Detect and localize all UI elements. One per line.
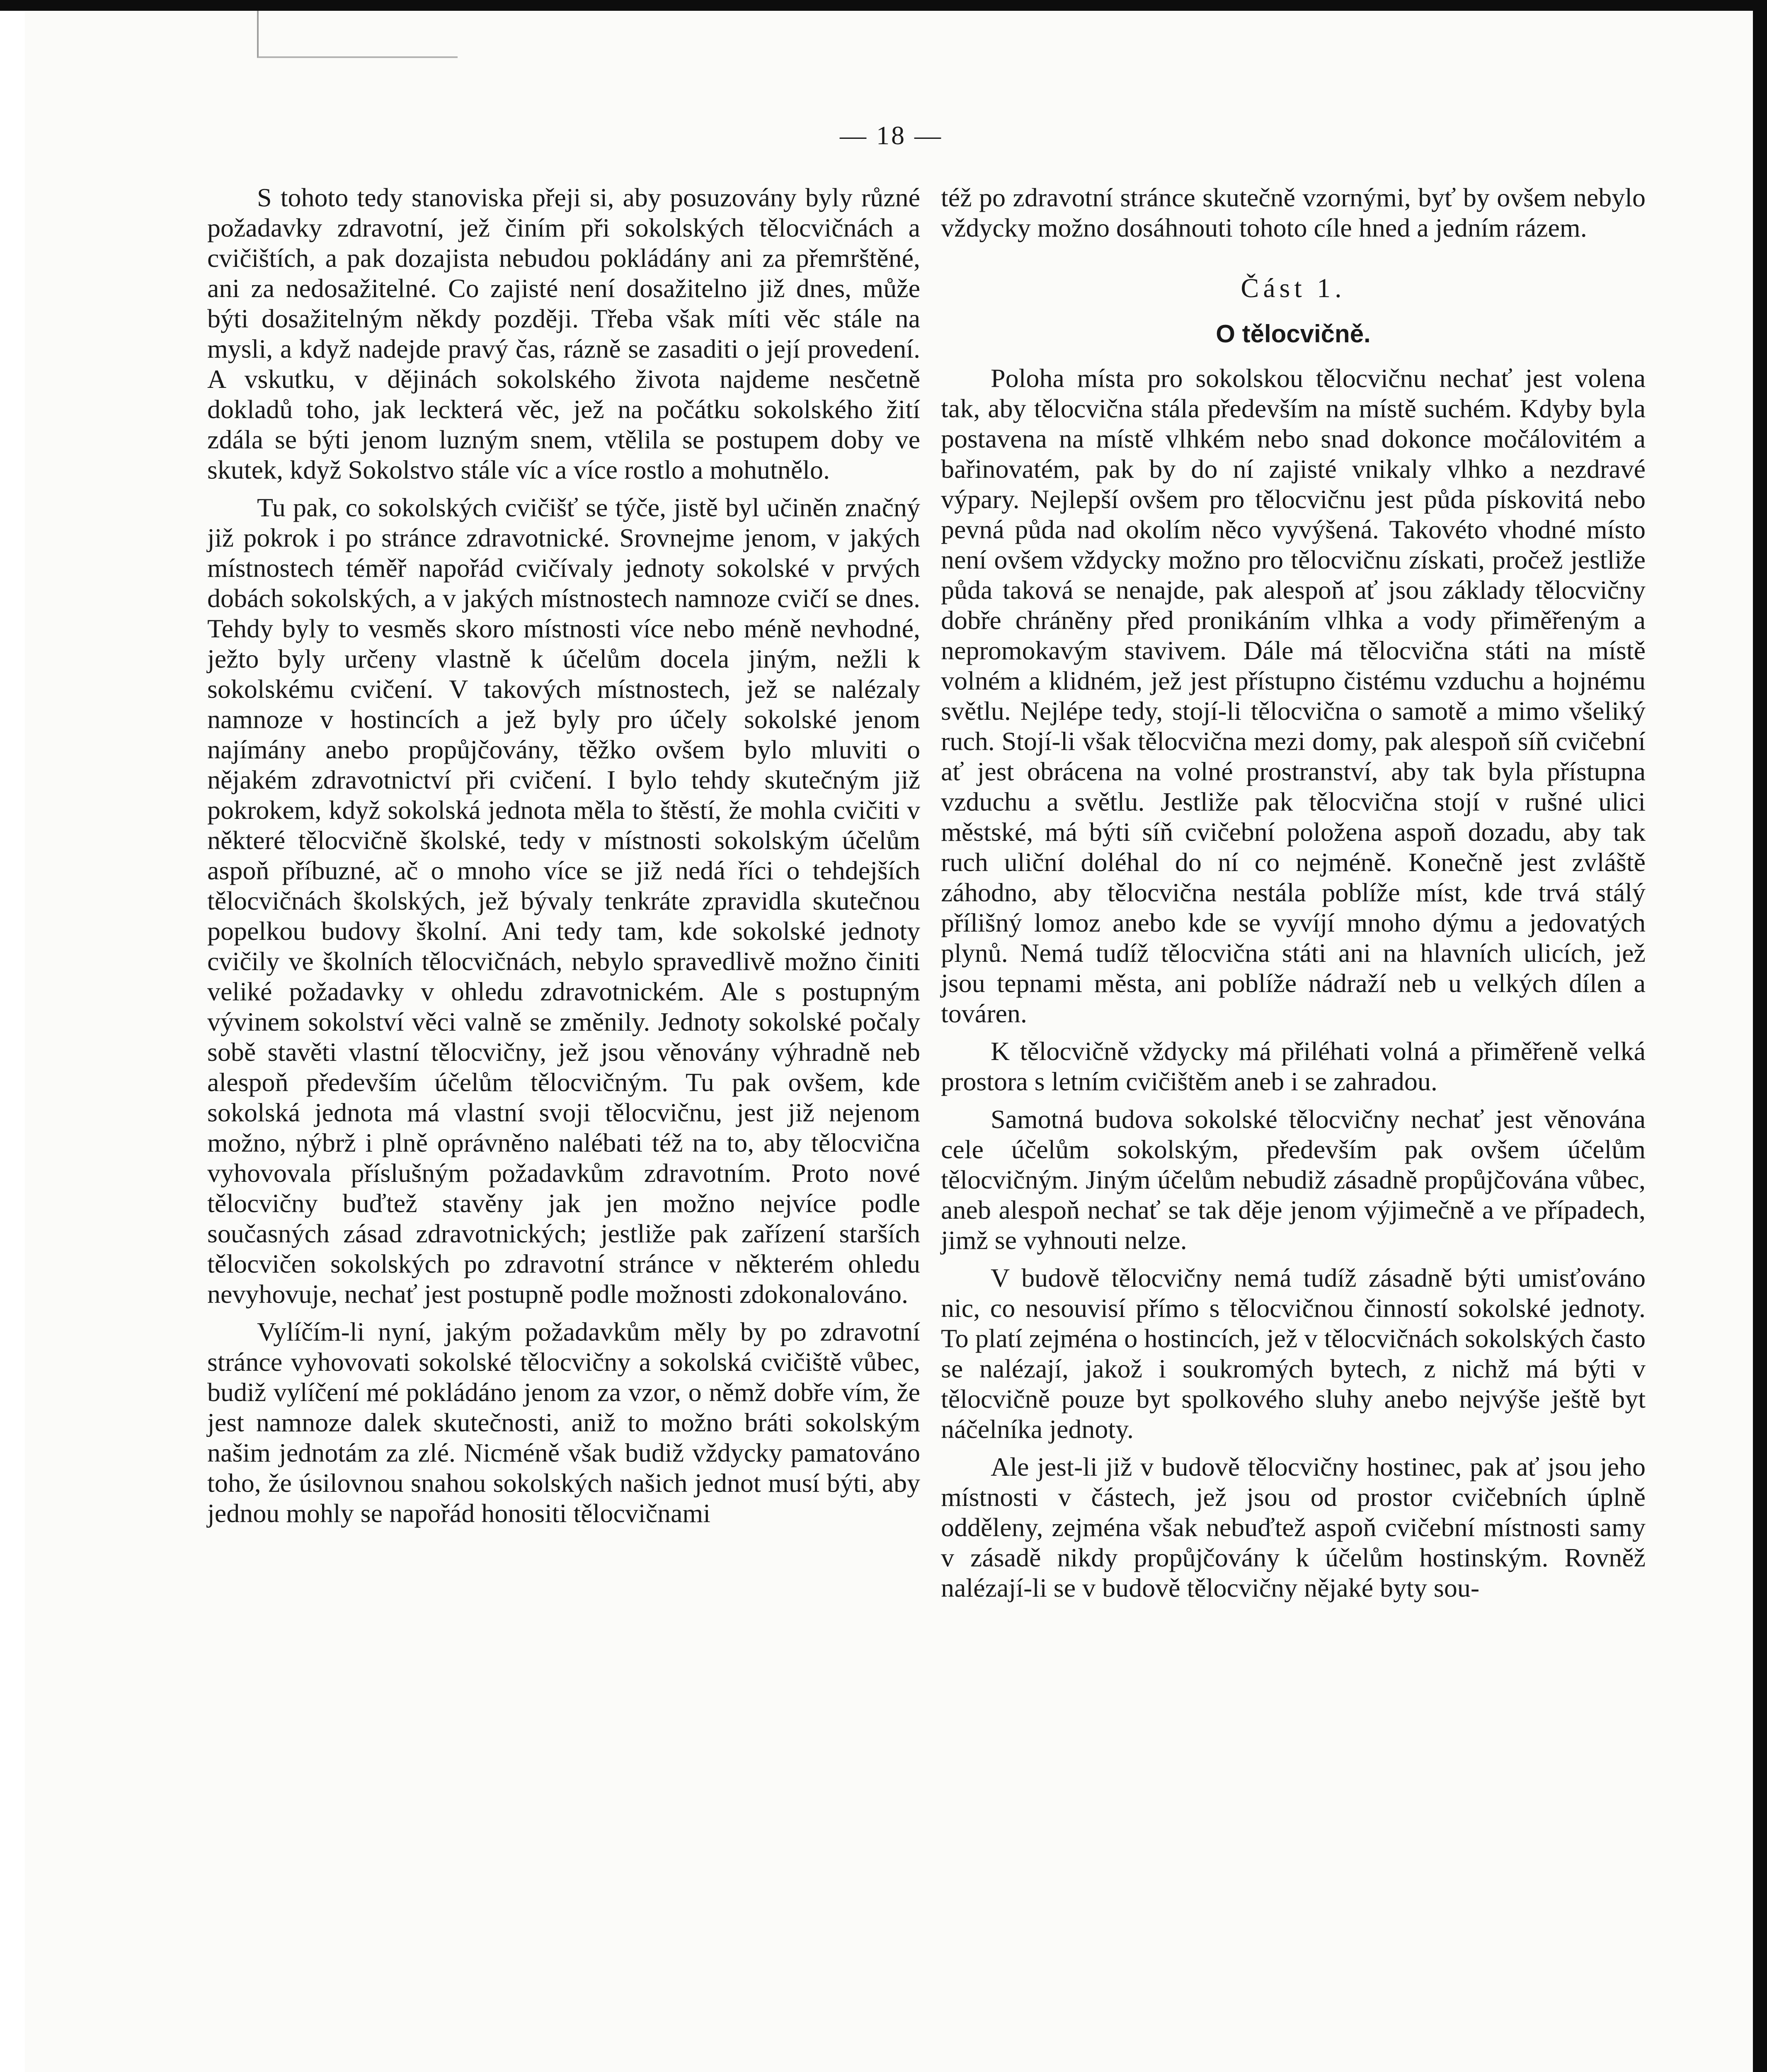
- paragraph: Samotná budova sokolské tělocvičny nechať jest věnována cele účelům sokolským, především pak ovšem účelům tělocvičným. Jiným účelům nebudiž zásadně propůjčována vůbec, aneb alespoň nechať se tak děje jenom výjimečně a ve případech, jimž se vyhnouti nelze.: [941, 1104, 1646, 1255]
- section-title: O tělocvičně.: [1216, 320, 1371, 348]
- paragraph: K tělocvičně vždycky má přiléhati volná a přiměřeně velká prostora s letním cvičištěm aneb i se zahradou.: [941, 1036, 1646, 1096]
- paragraph: V budově tělocvičny nemá tudíž zásadně býti umisťováno nic, co nesouvisí přímo s tělocvičnou činností sokolské jednoty. To platí zejména o hostincích, jež v tělocvičnách sokolských často se nalézají, jakož i soukromých bytech, z nichž má býti v tělocvičně pouze byt spolkového sluhy anebo nejvýše ještě byt náčelníka jednoty.: [941, 1263, 1646, 1444]
- paragraph: Tu pak, co sokolských cvičišť se týče, jistě byl učiněn značný již pokrok i po stránce zdravotnické. Srovnejme jenom, v jakých místnostech téměř napořád cvičívaly jednoty sokolské v prvých dobách sokolských, a v jakých místnostech namnoze cvičí se dnes. Tehdy byly to vesměs skoro místnosti více nebo méně nevhodné, ježto byly určeny vlastně k účelům docela jiným, nežli k sokolskému cvičení. V takových místnostech, jež se nalézaly namnoze v hostincích a jež byly pro účely sokolské jenom najímány anebo propůjčovány, těžko ovšem bylo mluviti o nějakém zdravotnictví při cvičení. I bylo tehdy skutečným již pokrokem, když sokolská jednota měla to štěstí, že mohla cvičiti v některé tělocvičně školské, tedy v místnosti sokolským účelům aspoň příbuzné, ač o mnoho více se již nedá říci o tehdejších tělocvičnách školských, jež bývaly tenkráte zpravidla skutečnou popelkou budovy školní. Ani tedy tam, kde sokolské jednoty cvičily ve školních tělocvičnách, nebylo spravedlivě možno činiti veliké požadavky v ohledu zdravotnickém. Ale s postupným vývinem sokolství věci valně se změnily. Jednoty sokolské počaly sobě stavěti vlastní tělocvičny, jež jsou věnovány výhradně neb alespoň především účelům tělocvičným. Tu pak ovšem, kde sokolská jednota má vlastní svoji tělocvičnu, jest již nejenom možno, nýbrž i plně oprávněno nalébati též na to, aby tělocvična vyhovovala příslušným požadavkům zdravotním. Proto nové tělocvičny buďtež stavěny jak jen možno nejvíce podle současných zásad zdravotnických; jestliže pak zařízení starších tělocvičen sokolských po zdravotní stránce v některém ohledu nevyhovuje, nechať jest postupně podle možnosti zdokonalováno.: [207, 493, 920, 1309]
- paragraph: též po zdravotní stránce skutečně vzornými, byť by ovšem nebylo vždycky možno dosáhnouti tohoto cíle hned a jedním rázem.: [941, 183, 1646, 242]
- paragraph: Vylíčím-li nyní, jakým požadavkům měly by po zdravotní stránce vyhovovati sokolské tělocvičny a sokolská cvičiště vůbec, budiž vylíčení mé pokládáno jenom za vzor, o němž dobře vím, že jest namnoze dalek skutečnosti, aniž to možno bráti sokolským našim jednotám za zlé. Nicméně však budiž vždycky pamatováno toho, že úsilovnou snahou sokolských našich jednot musí býti, aby jednou mohly se napořád honositi tělocvičnami: [207, 1317, 920, 1528]
- left-column: [207, 182, 920, 1528]
- paragraph: S tohoto tedy stanoviska přeji si, aby posuzovány byly různé požadavky zdravotní, jež činím při sokolských tělocvičnách a cvičištích, a pak dozajista nebudou pokládány ani za přemrštěné, ani za nedosažitelné. Co zajisté není dosažitelno již dnes, může býti dosažitelným někdy později. Třeba však míti věc stále na mysli, a když nadejde pravý čas, rázně se zasaditi o její provedení. A vskutku, v dějinách sokolského života najdeme nesčetně dokladů toho, jak leckterá věc, jež na počátku sokolského žití zdála se býti jenom luzným snem, vtělila se postupem doby ve skutek, když Sokolstvo stále víc a více rostlo a mohutnělo.: [207, 183, 920, 484]
- page-number: — 18 —: [840, 121, 943, 150]
- scan-border-right: [1753, 0, 1767, 2072]
- section-label: Část 1.: [1241, 273, 1346, 303]
- paragraph: Poloha místa pro sokolskou tělocvičnu nechať jest volena tak, aby tělocvična stála především na místě suchém. Kdyby byla postavena na místě vlhkém nebo snad dokonce močálovitém a bařinovatém, pak by do ní zajisté vnikaly vlhko a nezdravé výpary. Nejlepší ovšem pro tělocvičnu jest půda pískovitá nebo pevná půda nad okolím něco vyvýšená. Takovéto vhodné místo není ovšem vždycky možno pro tělocvičnu získati, pročež jestliže půda taková se nenajde, pak alespoň ať jsou základy tělocvičny dobře chráněny před pronikáním vlhka a vody přiměřeným a nepromokavým stavivem. Dále má tělocvična státi na místě volném a klidném, jež jest přístupno čistému vzduchu a hojnému světlu. Nejlépe tedy, stojí-li tělocvična o samotě a mimo všeliký ruch. Stojí-li však tělocvična mezi domy, pak alespoň síň cvičební ať jest obrácena na volné prostranství, aby tak byla přístupna vzduchu a světlu. Jestliže pak tělocvična stojí v rušné ulici městské, má býti síň cvičební položena aspoň dozadu, aby tak ruch uliční doléhal do ní co nejméně. Konečně jest zvláště záhodno, aby tělocvična nestála poblíže míst, kde trvá stálý přílišný lomoz anebo kde se vyvíjí mnoho dýmu a jedovatých plynů. Nemá tudíž tělocvična státi ani na hlavních ulicích, jež jsou tepnami města, ani poblíže nádraží neb u velkých dílen a továren.: [941, 363, 1646, 1028]
- scan-border-top: [0, 0, 1767, 11]
- paragraph: Ale jest-li již v budově tělocvičny hostinec, pak ať jsou jeho místnosti v částech, jež jsou od prostor cvičebních úplně odděleny, zejména však nebuďtež aspoň cvičební místnosti samy v zásadě nikdy propůjčovány k účelům hostinským. Rovněž nalézají-li se v budově tělocvičny nějaké byty sou-: [941, 1452, 1646, 1602]
- scan-artifact: [257, 11, 458, 58]
- right-column: [941, 182, 1646, 1603]
